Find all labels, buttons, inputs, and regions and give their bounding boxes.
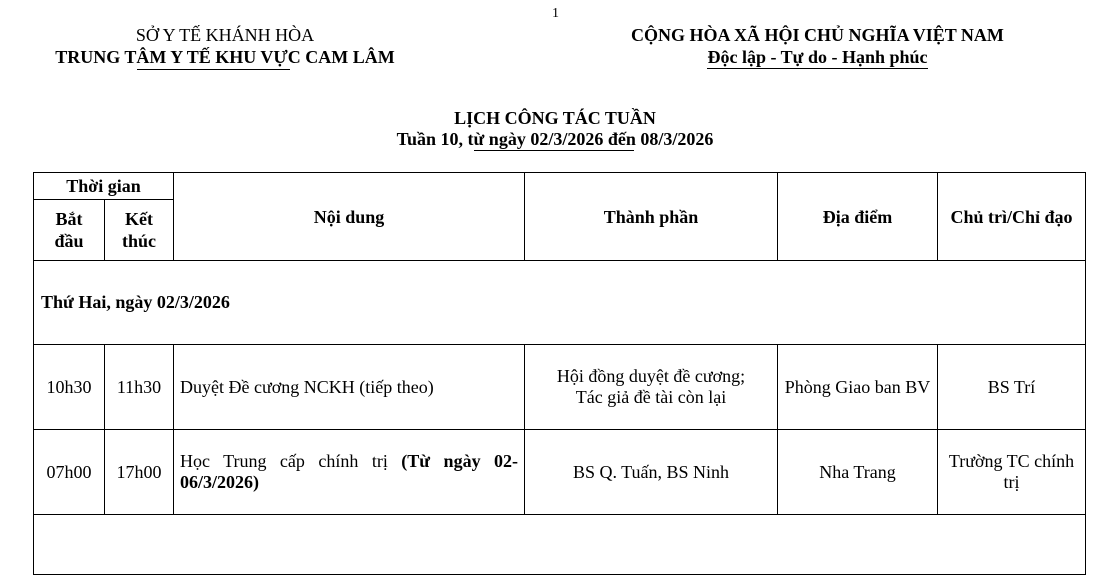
table-row: [34, 430, 1086, 515]
day-label: Thứ Hai, ngày 02/3/2026: [34, 261, 1086, 345]
header-national: [575, 24, 1060, 68]
content-text: Học Trung cấp chính trị: [180, 451, 388, 471]
row-end: 11h30: [105, 345, 174, 430]
row-start: 10h30: [34, 345, 105, 430]
row-location: Nha Trang: [778, 430, 938, 515]
empty-cell: [34, 515, 1086, 575]
header-time-group: Thời gian: [34, 173, 174, 200]
day-row: [34, 261, 1086, 345]
header-participants: Thành phần: [525, 173, 778, 261]
empty-row: [34, 515, 1086, 575]
header-location: Địa điểm: [778, 173, 938, 261]
header-chair: Chủ trì/Chỉ đạo: [938, 173, 1086, 261]
org-name: TRUNG TÂM Y TẾ KHU VỰC CAM LÂM: [55, 47, 395, 67]
title-main: LỊCH CÔNG TÁC TUẦN: [454, 108, 656, 128]
org-parent: SỞ Y TẾ KHÁNH HÒA: [135, 25, 315, 45]
row-chair: BS Trí: [938, 345, 1086, 430]
header-organization: [20, 24, 430, 68]
row-end: 17h00: [105, 430, 174, 515]
page-number: 1: [552, 6, 559, 21]
org-underline: [137, 69, 290, 70]
participants-line-2: Tác giả đề tài còn lại: [575, 387, 727, 407]
row-content: Duyệt Đề cương NCKH (tiếp theo): [174, 345, 525, 430]
document-title: [0, 108, 1103, 150]
header-end: Kết thúc: [105, 200, 174, 261]
row-participants: [525, 345, 778, 430]
row-participants: BS Q. Tuấn, BS Ninh: [525, 430, 778, 515]
content-date-range: (Từ ngày 02-06/3/2026): [180, 451, 519, 492]
header-row-1: [34, 173, 1086, 200]
title-underline: [474, 150, 634, 151]
row-content: [174, 430, 525, 515]
row-chair: Trường TC chính trị: [938, 430, 1086, 515]
national-title: CỘNG HÒA XÃ HỘI CHỦ NGHĨA VIỆT NAM: [631, 25, 1004, 45]
header-content: Nội dung: [174, 173, 525, 261]
table-row: [34, 345, 1086, 430]
schedule-table: [33, 172, 1086, 575]
participants-line-1: Hội đồng duyệt đề cương;: [556, 366, 746, 386]
header-start: Bắt đầu: [34, 200, 105, 261]
row-location: Phòng Giao ban BV: [778, 345, 938, 430]
title-week: Tuần 10, từ ngày 02/3/2026 đến 08/3/2026: [396, 129, 714, 149]
national-motto: Độc lập - Tự do - Hạnh phúc: [707, 47, 928, 67]
row-start: 07h00: [34, 430, 105, 515]
